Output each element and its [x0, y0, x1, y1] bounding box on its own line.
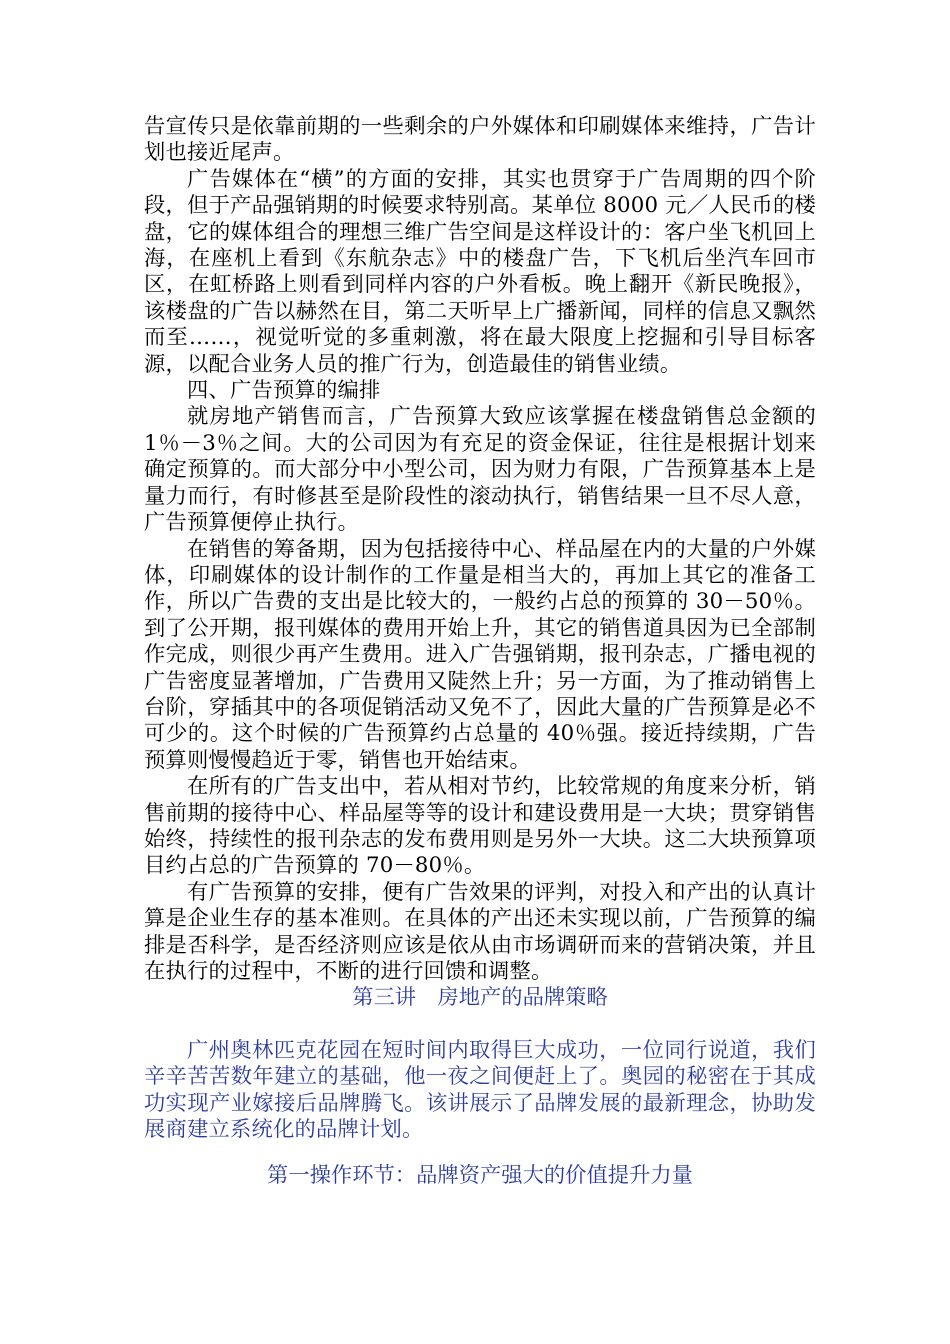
section-heading-budget: 四、广告预算的编排 — [187, 378, 381, 404]
paragraph-budget-evaluation: 有广告预算的安排，便有广告效果的评判，对投入和产出的认真计算是企业生存的基本准则。在具体的产出还未实现以前，广告预算的编排是否科学，是否经济则应该是依从由市场调研而来的营销决策，并且在执行的过程中，不断的进行回馈和调整。 — [144, 879, 816, 984]
document-page — [144, 114, 816, 1190]
paragraph-budget-phases: 在销售的筹备期，因为包括接待中心、样品屋在内的大量的户外媒体，印刷媒体的设计制作的工作量是相当大的，再加上其它的准备工作，所以广告费的支出是比较大的，一般约占总的预算的 30－50％。到了公开期，报刊媒体的费用开始上升，其它的销售道具因为已全部制作完成，则很少再产生费用。进入广告强销期，报刊杂志，广播电视的广告密度显著增加，广告费用又陡然上升；另一方面，为了推动销售上台阶，穿插其中的各项促销活动又免不了，因此大量的广告预算是必不可少的。这个时候的广告预算约占总量的 40％强。接近持续期，广告预算则慢慢趋近于零，销售也开始结束。 — [144, 536, 816, 773]
spacer — [144, 1012, 816, 1038]
paragraph-media-arrangement: 广告媒体在“横”的方面的安排，其实也贯穿于广告周期的四个阶段，但于产品强销期的时候要求特别高。某单位 8000 元／人民币的楼盘，它的媒体组合的理想三维广告空间是这样设计的：客户坐飞机回上海，在座机上看到《东航杂志》中的楼盘广告，下飞机后坐汽车回市区，在虹桥路上则看到同样内容的户外看板。晚上翻开《新民晚报》，该楼盘的广告以赫然在目，第二天听早上广播新闻，同样的信息又飘然而至……，视觉听觉的多重刺激，将在最大限度上挖掘和引导目标客源，以配合业务人员的推广行为，创造最佳的销售业绩。 — [144, 166, 816, 377]
paragraph-budget-range: 就房地产销售而言，广告预算大致应该掌握在楼盘销售总金额的 1％－3％之间。大的公司因为有充足的资金保证，往往是根据计划来确定预算的。而大部分中小型公司，因为财力有限，广告预算基本上是量力而行，有时修甚至是阶段性的滚动执行，销售结果一旦不尽人意，广告预算便停止执行。 — [144, 404, 816, 536]
section-title: 第一操作环节：品牌资产强大的价值提升力量 — [267, 1163, 693, 1189]
paragraph-budget-expenses: 在所有的广告支出中，若从相对节约，比较常规的角度来分析，销售前期的接待中心、样品屋等等的设计和建设费用是一大块；贯穿销售始终，持续性的报刊杂志的发布费用则是另外一大块。这二大块预算项目约占总的广告预算的 70－80％。 — [144, 774, 816, 879]
spacer — [144, 1143, 816, 1163]
paragraph-intro: 广州奥林匹克花园在短时间内取得巨大成功，一位同行说道，我们辛辛苦苦数年建立的基础，他一夜之间便赶上了。奥园的秘密在于其成功实现产业嫁接后品牌腾飞。该讲展示了品牌发展的最新理念，协助发展商建立系统化的品牌计划。 — [144, 1037, 816, 1143]
lecture-title: 第三讲 房地产的品牌策略 — [352, 985, 608, 1011]
paragraph-continuation: 告宣传只是依靠前期的一些剩余的户外媒体和印刷媒体来维持，广告计划也接近尾声。 — [144, 114, 816, 166]
